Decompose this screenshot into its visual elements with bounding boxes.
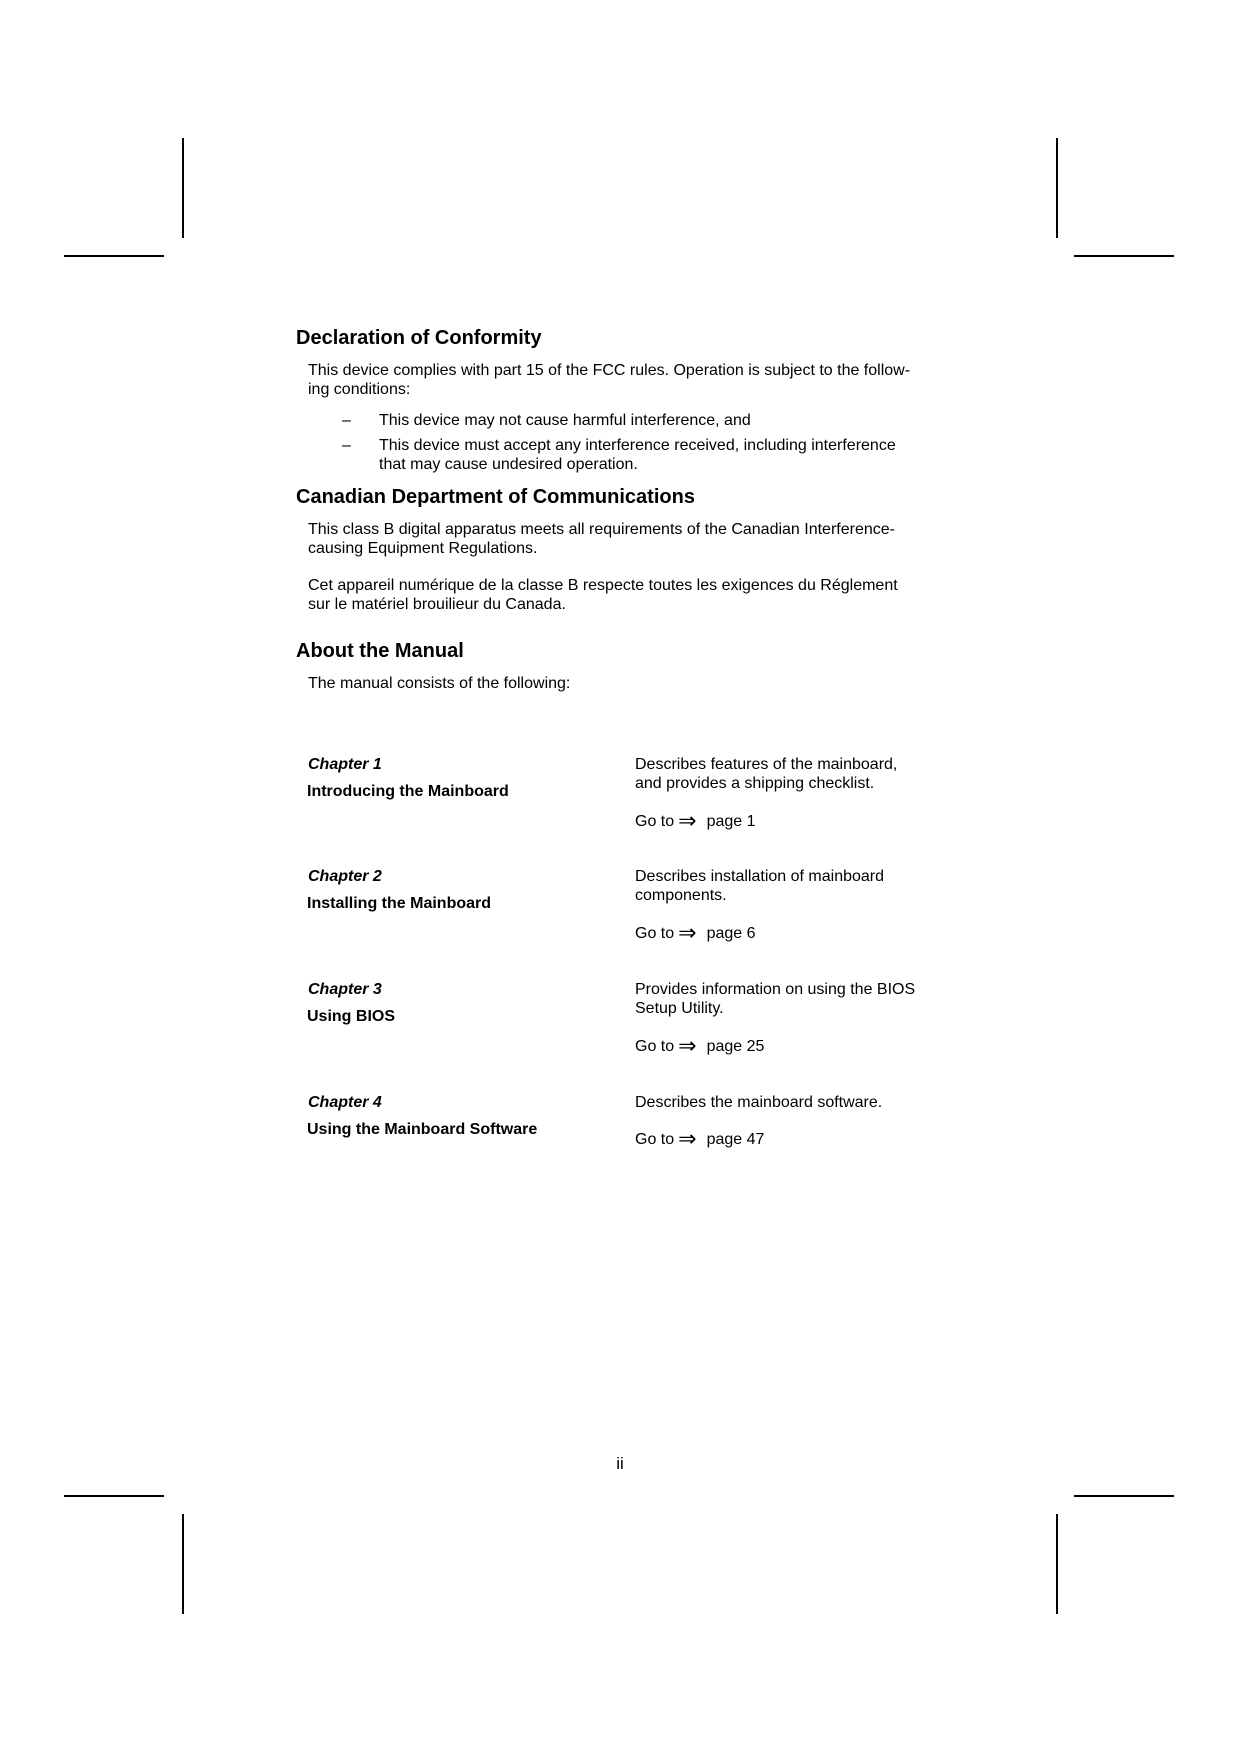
chapter-description-line-2: Setup Utility. bbox=[635, 1000, 724, 1017]
canadian-en-line-1: This class B digital apparatus meets all requirements of the Canadian Interference- bbox=[308, 521, 895, 538]
crop-mark-bottom-right-horizontal bbox=[1074, 1495, 1174, 1497]
chapter-description bbox=[635, 867, 955, 905]
goto-label: Go to bbox=[635, 925, 675, 942]
crop-mark-bottom-right-vertical bbox=[1056, 1514, 1058, 1614]
crop-mark-top-right-vertical bbox=[1056, 138, 1058, 238]
chapter-entry-4 bbox=[296, 1093, 956, 1193]
double-arrow-right-icon: ⇒ bbox=[678, 1126, 697, 1151]
chapter-goto-link[interactable] bbox=[635, 808, 756, 833]
canadian-paragraph-english bbox=[308, 520, 948, 558]
conformity-intro-line-2: ing conditions: bbox=[308, 381, 411, 398]
condition-2-line-2: that may cause undesired operation. bbox=[379, 456, 638, 473]
goto-page: page 47 bbox=[706, 1131, 765, 1148]
chapter-description-line-1: Describes features of the mainboard, bbox=[635, 756, 898, 773]
bullet-dash: – bbox=[342, 437, 351, 454]
heading-declaration-of-conformity: Declaration of Conformity bbox=[296, 327, 542, 349]
chapter-goto-link[interactable] bbox=[635, 1126, 765, 1151]
chapter-number: Chapter 2 bbox=[308, 868, 382, 885]
chapter-description-line-2: components. bbox=[635, 887, 727, 904]
goto-label: Go to bbox=[635, 1131, 675, 1148]
list-item bbox=[296, 436, 949, 474]
double-arrow-right-icon: ⇒ bbox=[678, 1033, 697, 1058]
conformity-conditions-list bbox=[296, 411, 956, 474]
page-body bbox=[296, 322, 956, 693]
heading-canadian-department: Canadian Department of Communications bbox=[296, 486, 695, 508]
chapter-description bbox=[635, 755, 955, 793]
canadian-en-line-2: causing Equipment Regulations. bbox=[308, 540, 538, 557]
chapter-number: Chapter 1 bbox=[308, 756, 382, 773]
chapter-description-line-2: and provides a shipping checklist. bbox=[635, 775, 875, 792]
condition-2-line-1: This device must accept any interference received, including interference bbox=[379, 437, 896, 454]
canadian-fr-line-2: sur le matériel brouilieur du Canada. bbox=[308, 596, 566, 613]
crop-mark-bottom-left-horizontal bbox=[64, 1495, 164, 1497]
list-item bbox=[296, 411, 949, 430]
goto-page: page 6 bbox=[706, 925, 756, 942]
goto-page: page 25 bbox=[706, 1038, 765, 1055]
bullet-dash: – bbox=[342, 412, 351, 429]
goto-page: page 1 bbox=[706, 813, 756, 830]
chapter-goto-link[interactable] bbox=[635, 1033, 765, 1058]
double-arrow-right-icon: ⇒ bbox=[678, 808, 697, 833]
crop-mark-top-right-horizontal bbox=[1074, 255, 1174, 257]
chapter-description-line-1: Describes installation of mainboard bbox=[635, 868, 885, 885]
chapter-entry-2 bbox=[296, 867, 956, 967]
chapter-title: Using BIOS bbox=[307, 1008, 396, 1025]
chapter-entry-1 bbox=[296, 755, 956, 855]
double-arrow-right-icon: ⇒ bbox=[678, 920, 697, 945]
crop-mark-bottom-left-vertical bbox=[182, 1514, 184, 1614]
chapter-description bbox=[635, 1093, 955, 1112]
heading-about-the-manual: About the Manual bbox=[296, 640, 464, 662]
chapter-description bbox=[635, 980, 955, 1018]
chapter-number: Chapter 3 bbox=[308, 981, 382, 998]
chapter-description-line-1: Describes the mainboard software. bbox=[635, 1094, 883, 1111]
condition-1-text: This device may not cause harmful interference, and bbox=[379, 412, 751, 429]
canadian-fr-line-1: Cet appareil numérique de la classe B respecte toutes les exigences du Réglement bbox=[308, 577, 898, 594]
chapter-number: Chapter 4 bbox=[308, 1094, 382, 1111]
chapter-title: Introducing the Mainboard bbox=[307, 783, 509, 800]
chapter-description-line-1: Provides information on using the BIOS bbox=[635, 981, 916, 998]
conformity-intro bbox=[308, 361, 948, 399]
goto-label: Go to bbox=[635, 1038, 675, 1055]
chapter-title: Using the Mainboard Software bbox=[307, 1121, 538, 1138]
about-intro: The manual consists of the following: bbox=[308, 675, 571, 692]
chapter-title: Installing the Mainboard bbox=[307, 895, 492, 912]
chapter-entry-3 bbox=[296, 980, 956, 1080]
goto-label: Go to bbox=[635, 813, 675, 830]
crop-mark-top-left-vertical bbox=[182, 138, 184, 238]
conformity-intro-line-1: This device complies with part 15 of the FCC rules. Operation is subject to the follow- bbox=[308, 362, 911, 379]
crop-mark-top-left-horizontal bbox=[64, 255, 164, 257]
chapter-goto-link[interactable] bbox=[635, 920, 756, 945]
canadian-paragraph-french bbox=[308, 576, 948, 614]
page-number: ii bbox=[616, 1454, 624, 1473]
